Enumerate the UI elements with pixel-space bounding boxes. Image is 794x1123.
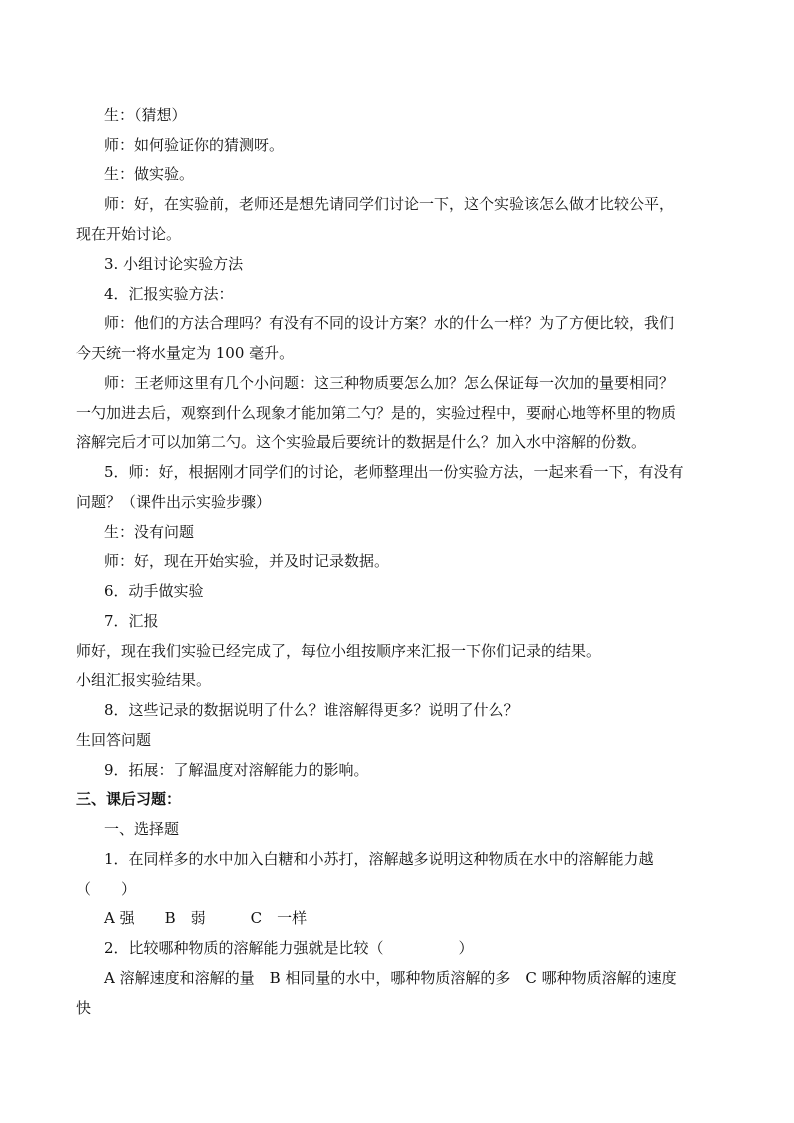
text-line: 快 [76, 999, 92, 1017]
section-heading: 三、课后习题： [76, 790, 182, 808]
text-line: 9．拓展：了解温度对溶解能力的影响。 [104, 761, 369, 779]
text-line: 今天统一将水量定为 100 毫升。 [76, 344, 295, 362]
text-line: 师：他们的方法合理吗？有没有不同的设计方案？水的什么一样？为了方便比较，我们 [104, 314, 675, 332]
text-line: 生回答问题 [76, 731, 152, 749]
text-line: 生：没有问题 [104, 523, 195, 541]
text-line: 生：做实验。 [104, 165, 195, 183]
text-line: 现在开始讨论。 [76, 225, 182, 243]
text-line: 生：（猜想） [104, 106, 187, 124]
text-line: 小组汇报实验结果。 [76, 671, 212, 689]
text-line: 6．动手做实验 [104, 582, 204, 600]
text-line: A 溶解速度和溶解的量 B 相同量的水中，哪种物质溶解的多 C 哪种物质溶解的速度 [104, 969, 677, 987]
text-line: 师：王老师这里有几个小问题：这三种物质要怎么加？怎么保证每一次加的量要相同？ [104, 374, 675, 392]
text-line: 2．比较哪种物质的溶解能力强就是比较（ ） [104, 939, 474, 957]
text-line: 一、选择题 [104, 820, 180, 838]
text-line: 问题？（课件出示实验步骤） [76, 493, 272, 511]
text-line: 师：好，现在开始实验，并及时记录数据。 [104, 552, 390, 570]
text-line: （ ） [76, 880, 137, 898]
text-line: 5．师：好，根据刚才同学们的讨论，老师整理出一份实验方法，一起来看一下，有没有 [104, 463, 684, 481]
text-line: 师：如何验证你的猜测呀。 [104, 136, 285, 154]
text-line: 一勺加进去后，观察到什么现象才能加第二勺？是的，实验过程中，要耐心地等杯里的物质 [76, 404, 677, 422]
text-line: 4．汇报实验方法： [104, 285, 234, 303]
text-line: 1．在同样多的水中加入白糖和小苏打，溶解越多说明这种物质在水中的溶解能力越 [104, 850, 654, 868]
text-line: 3. 小组讨论实验方法 [104, 255, 244, 273]
text-line: 溶解完后才可以加第二勺。这个实验最后要统计的数据是什么？加入水中溶解的份数。 [76, 433, 647, 451]
text-line: 7．汇报 [104, 612, 159, 630]
text-line: 师好，现在我们实验已经完成了，每位小组按顺序来汇报一下你们记录的结果。 [76, 642, 602, 660]
text-line: 师：好，在实验前，老师还是想先请同学们讨论一下，这个实验该怎么做才比较公平， [104, 195, 675, 213]
text-line: A 强 B 弱 C 一样 [104, 909, 308, 927]
text-line: 8．这些记录的数据说明了什么？谁溶解得更多？说明了什么？ [104, 701, 519, 719]
